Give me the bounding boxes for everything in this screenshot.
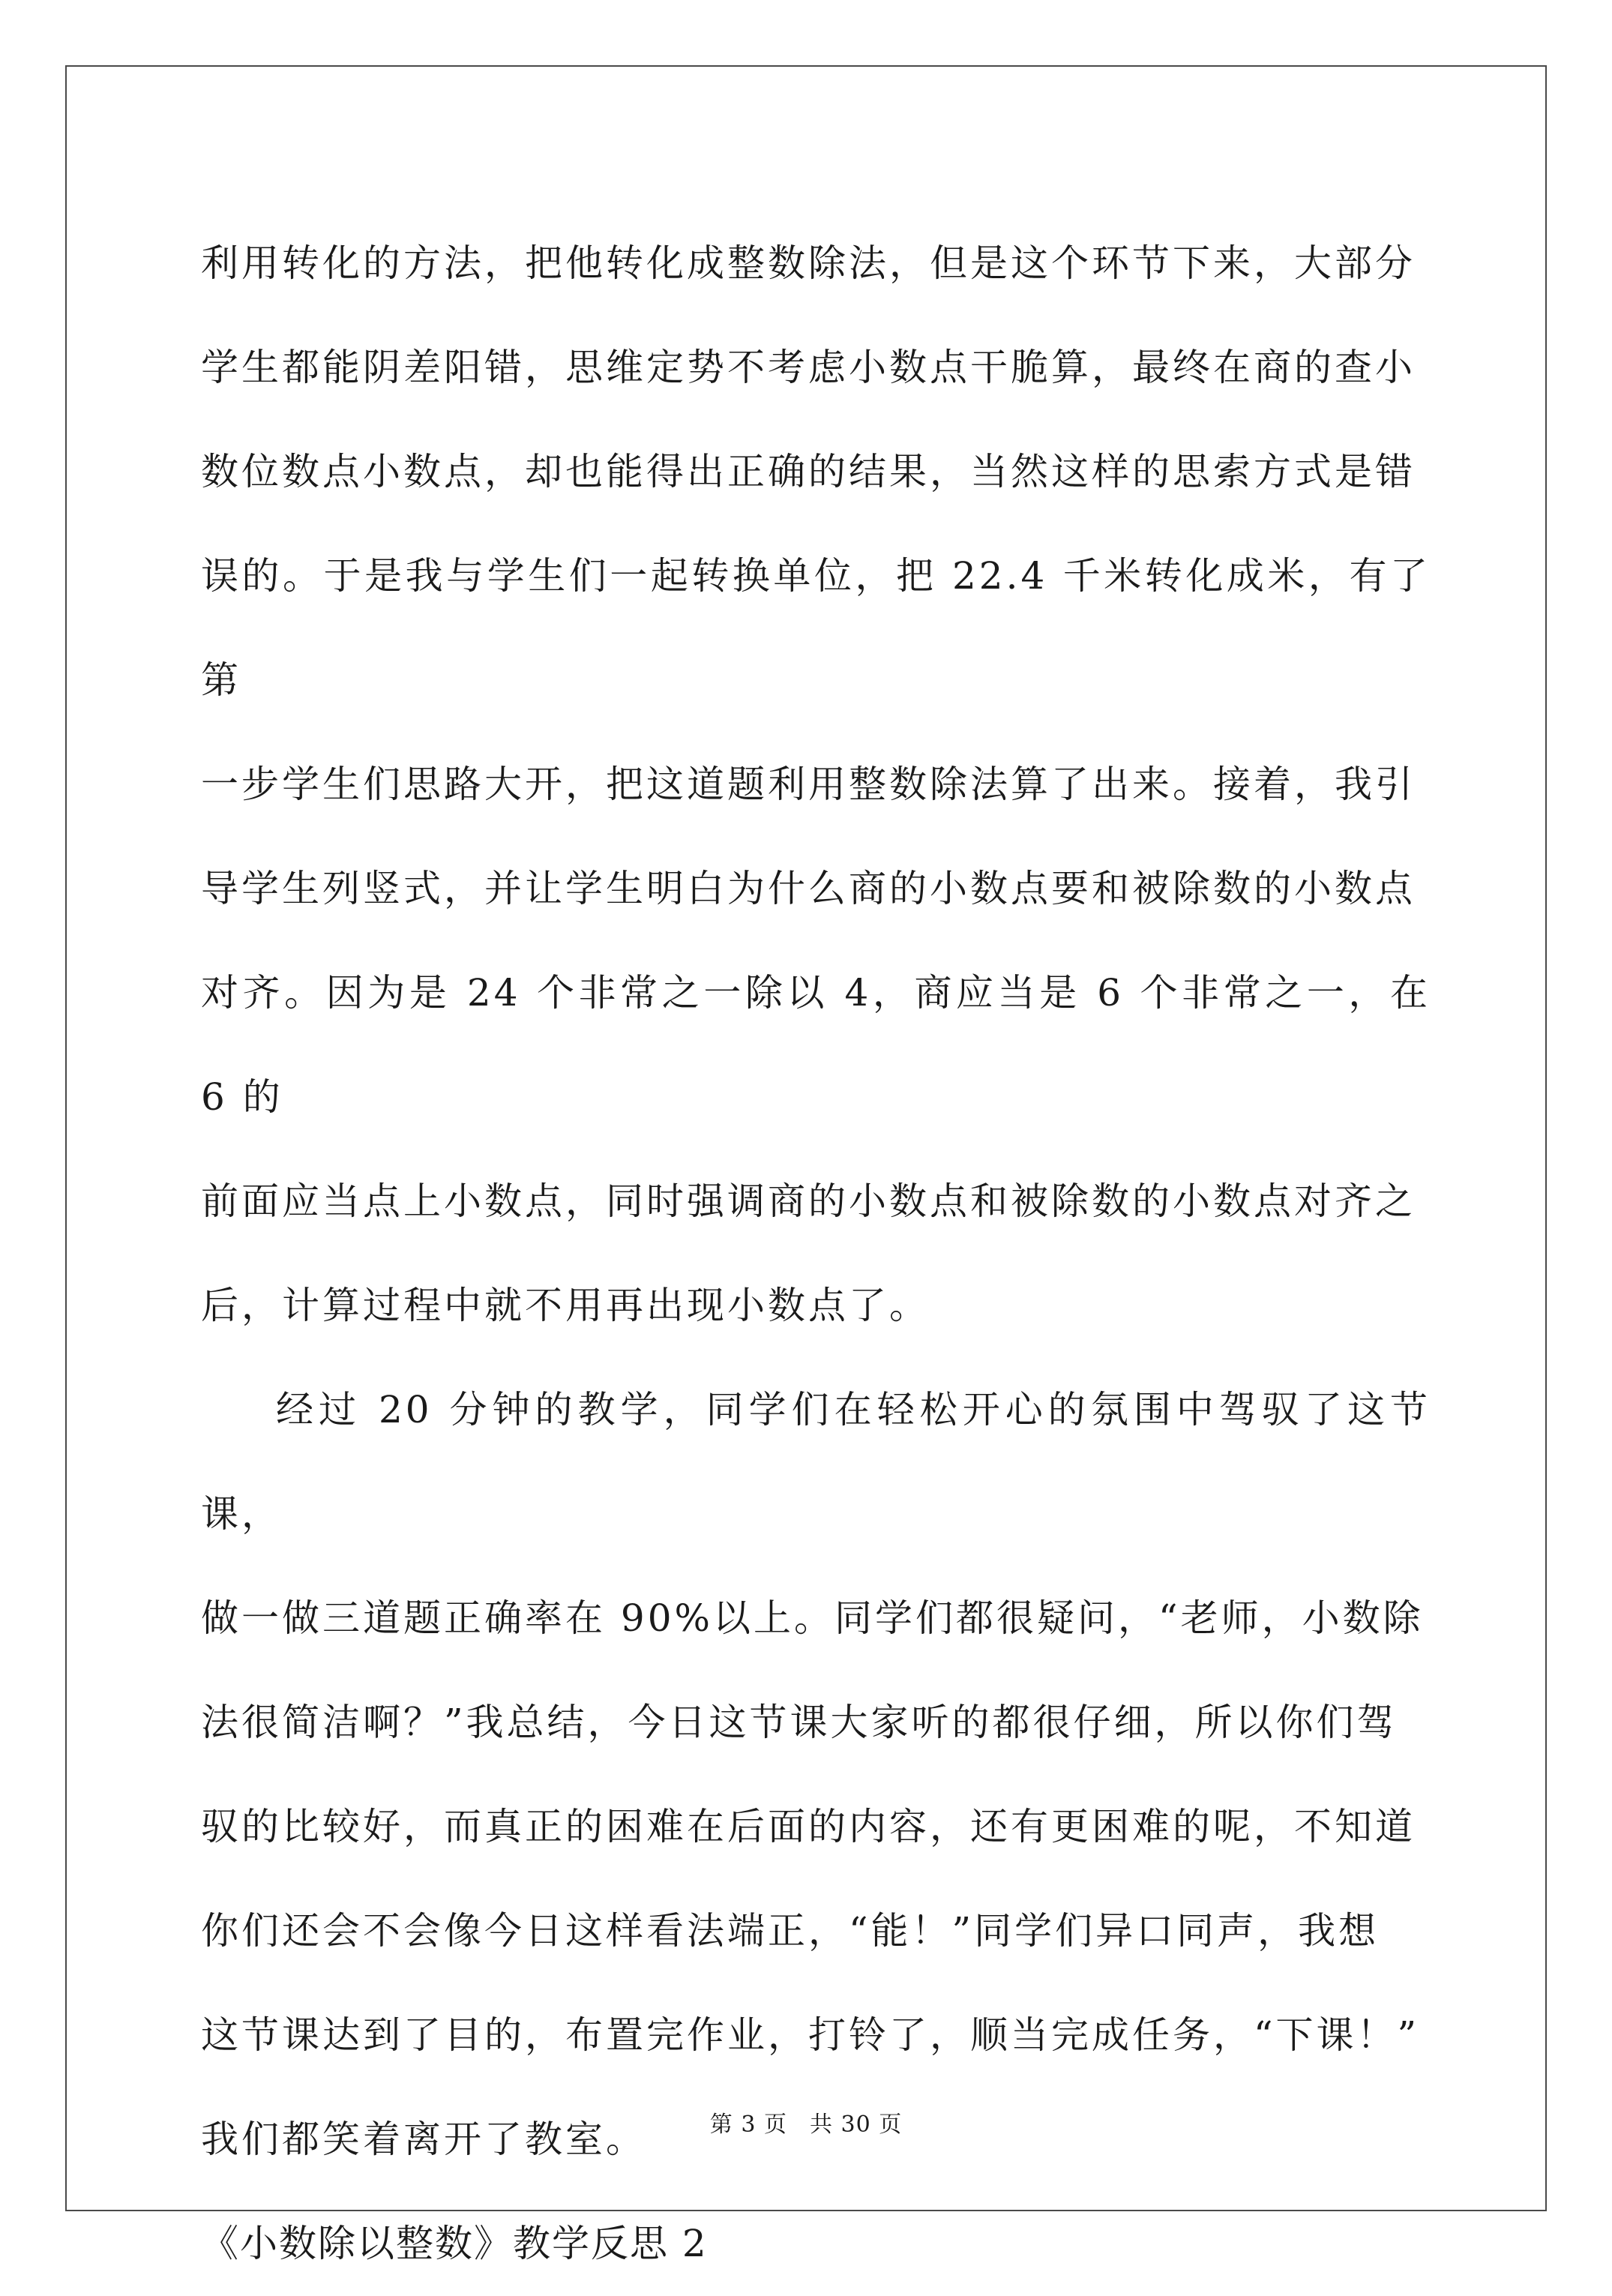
text-line: 对齐。因为是 24 个非常之一除以 4，商应当是 6 个非常之一，在 6 的 [201,971,1431,1119]
text-line: 我们都笑着离开了教室。 [201,2118,646,2161]
text-line: 后，计算过程中就不用再出现小数点了。 [201,1284,930,1327]
text-line: 一步学生们思路大开，把这道题利用整数除法算了出来。接着，我引 [201,763,1416,806]
text-line: 数位数点小数点，却也能得出正确的结果，当然这样的思索方式是错 [201,450,1416,493]
text-line: 前面应当点上小数点，同时强调商的小数点和被除数的小数点对齐之 [201,1179,1416,1223]
text-line: 导学生列竖式，并让学生明白为什么商的小数点要和被除数的小数点 [201,867,1416,910]
text-line: 这节课达到了目的，布置完作业，打铃了，顺当完成任务，“下课！” [201,2013,1420,2057]
text-line: 经过 20 分钟的教学，同学们在轻松开心的氛围中驾驭了这节课， [201,1388,1431,1536]
paragraph-2 [201,1358,1431,2192]
paragraph-1 [201,211,1431,1358]
section-heading: 《小数除以整数》教学反思 2 [201,2222,708,2265]
text-line: 法很简洁啊？”我总结，今日这节课大家听的都很仔细，所以你们驾 [201,1701,1398,1744]
text-line: 驭的比较好，而真正的困难在后面的内容，还有更困难的呢，不知道 [201,1805,1416,1848]
text-line: 误的。于是我与学生们一起转换单位，把 22.4 千米转化成米，有了第 [201,554,1431,702]
text-line: 你们还会不会像今日这样看法端正，“能！”同学们异口同声，我想 [201,1909,1380,1953]
text-line: 利用转化的方法，把他转化成整数除法，但是这个环节下来，大部分 [201,241,1416,285]
page-number: 第 3 页 [709,2112,787,2138]
page-footer [0,2106,1612,2139]
text-line: 学生都能阴差阳错，思维定势不考虑小数点干脆算，最终在商的查小 [201,346,1416,389]
page-total: 共 30 页 [809,2112,903,2138]
document-body [201,211,1431,2296]
text-line: 做一做三道题正确率在 90%以上。同学们都很疑问，“老师，小数除 [201,1596,1424,1640]
